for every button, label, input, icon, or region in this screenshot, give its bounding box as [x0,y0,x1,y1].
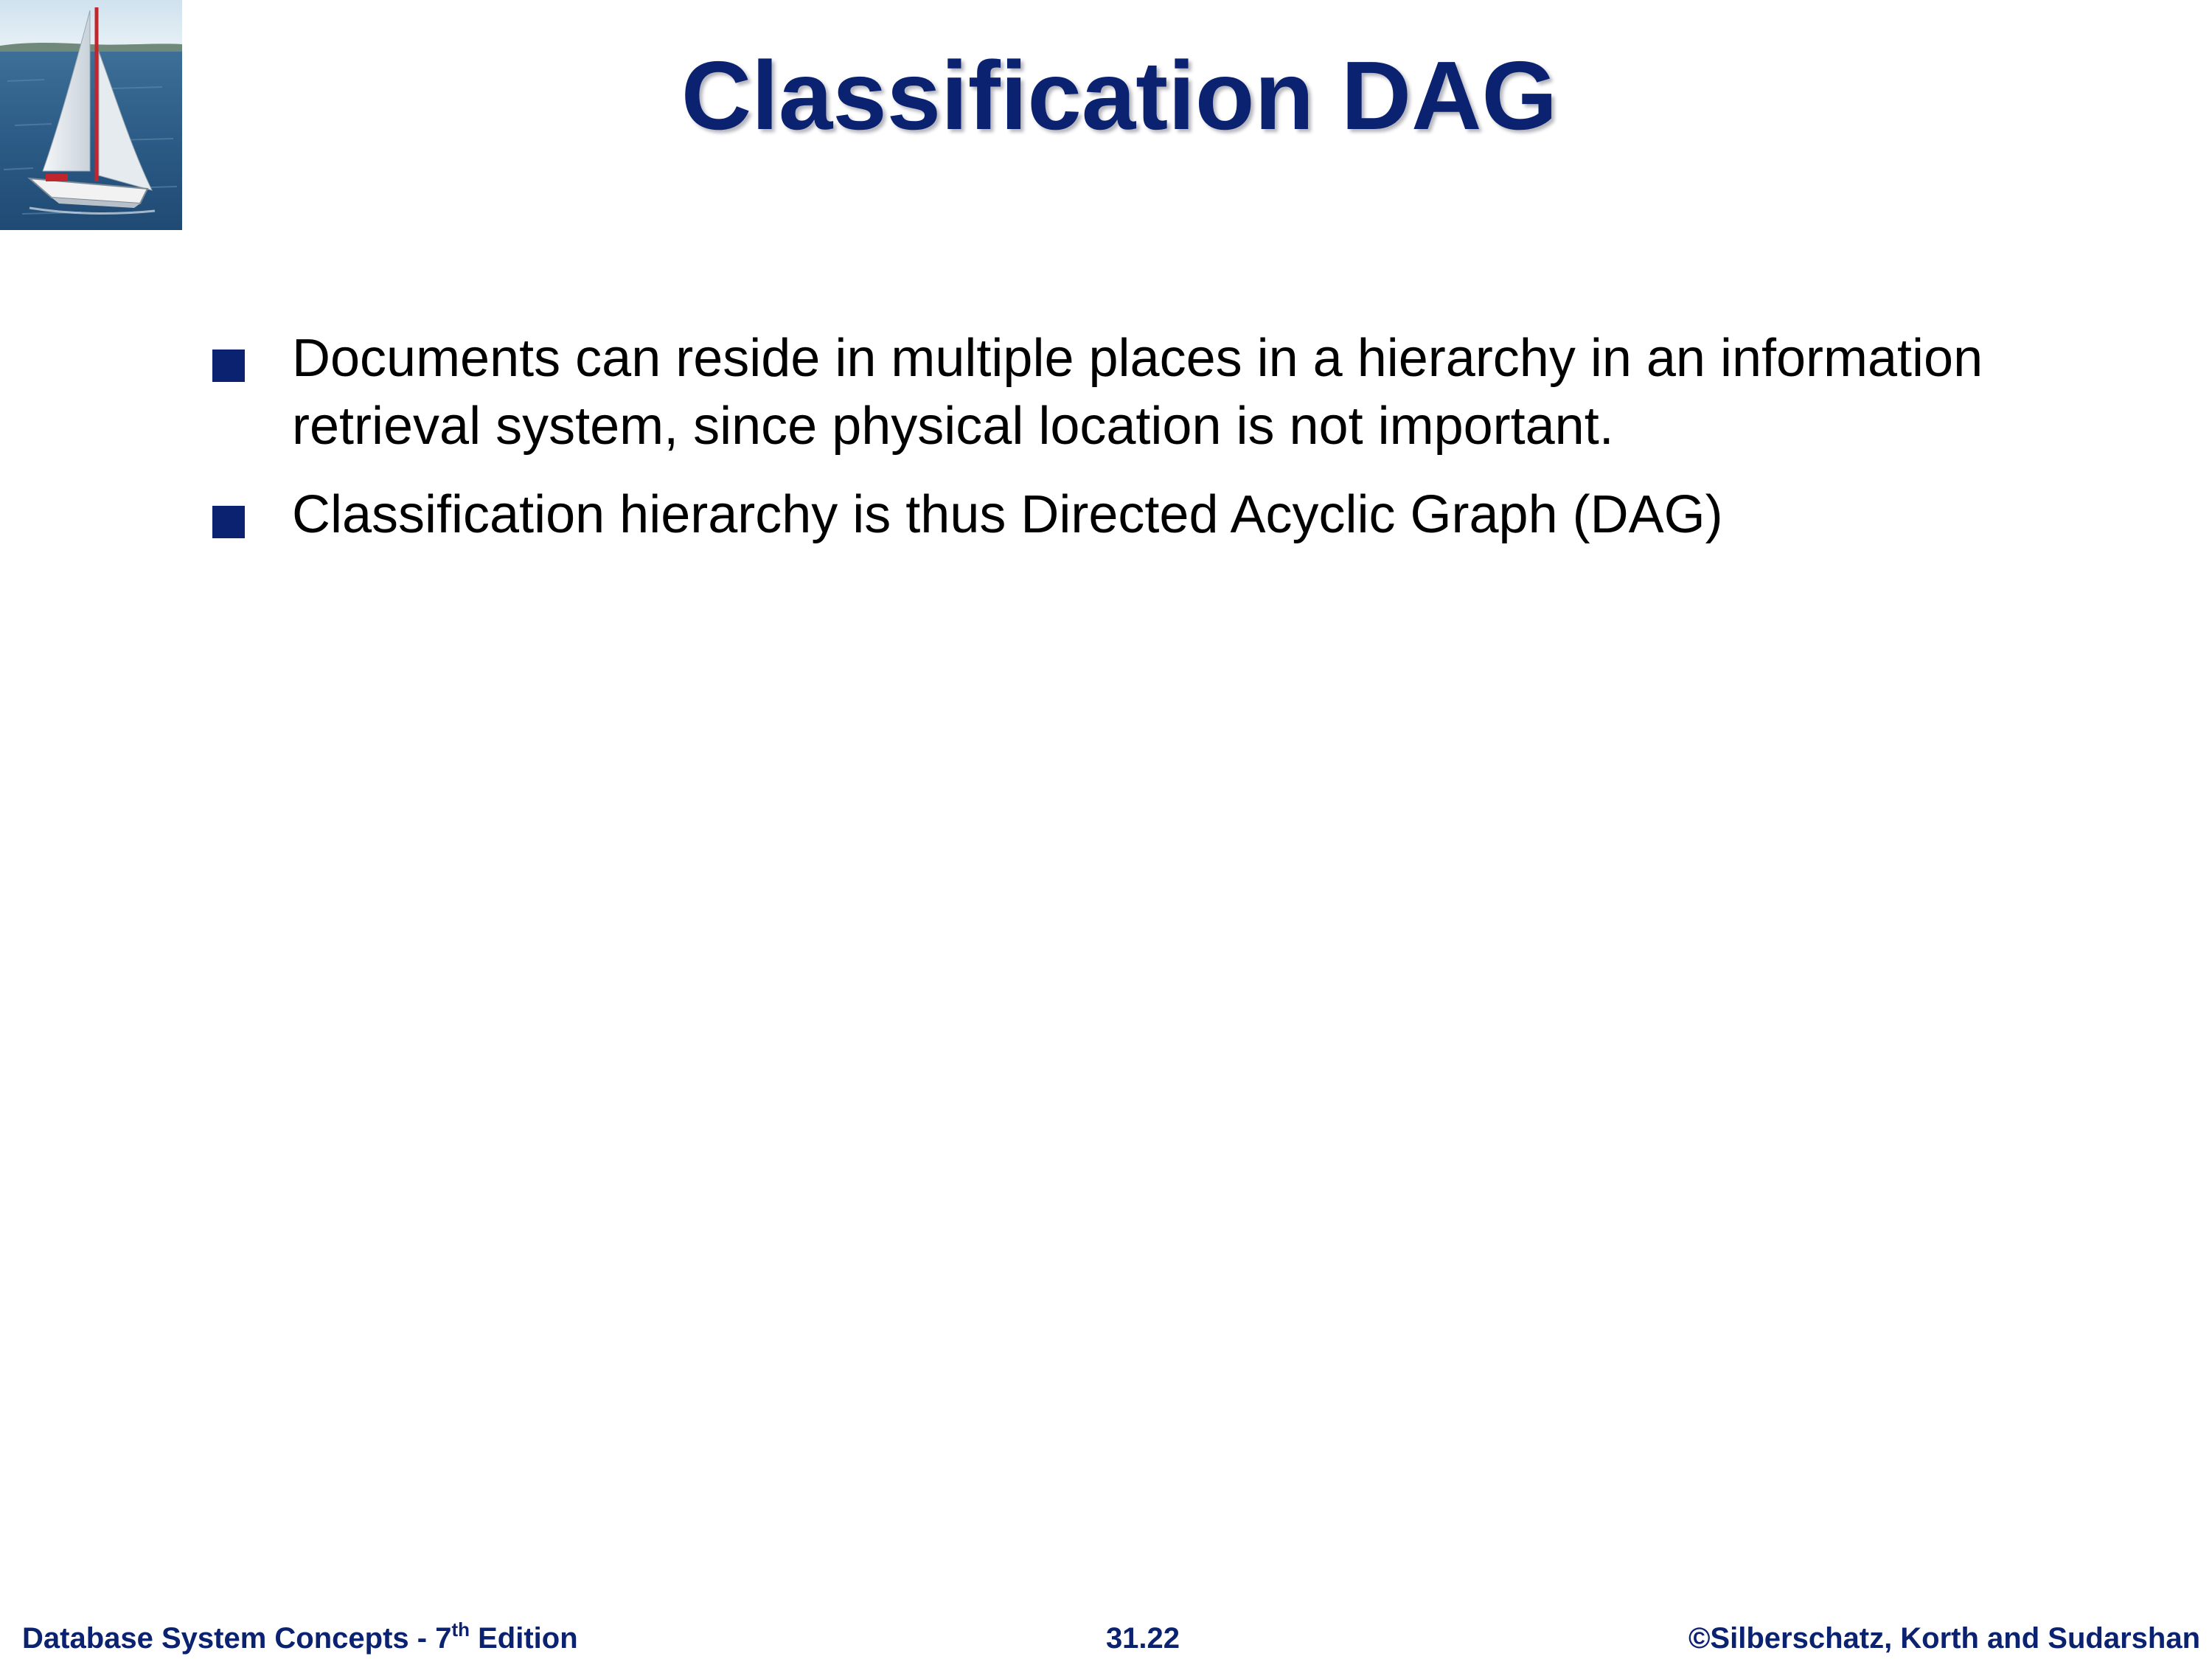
footer-book-title-suffix: Edition [470,1622,578,1655]
square-bullet-icon [212,349,245,382]
slide-footer [0,1620,2212,1657]
footer-book-title-prefix: Database System Concepts - 7 [22,1622,452,1655]
footer-slide-number: 31.22 [1105,1622,1180,1655]
slide-title: Classification DAG [681,41,1558,150]
bullet-item [0,324,2212,460]
footer-book-title-sup: th [451,1618,470,1641]
bullet-list [0,324,2212,569]
bullet-item [0,481,2212,549]
footer-copyright: ©Silberschatz, Korth and Sudarshan [1688,1622,2200,1655]
square-bullet-icon [212,506,245,538]
bullet-text: Documents can reside in multiple places in a hierarchy in an information retrieval system, since physical location is not important. [292,329,1983,456]
bullet-text: Classification hierarchy is thus Directed Acyclic Graph (DAG) [292,485,1723,544]
footer-book-title [22,1620,578,1657]
